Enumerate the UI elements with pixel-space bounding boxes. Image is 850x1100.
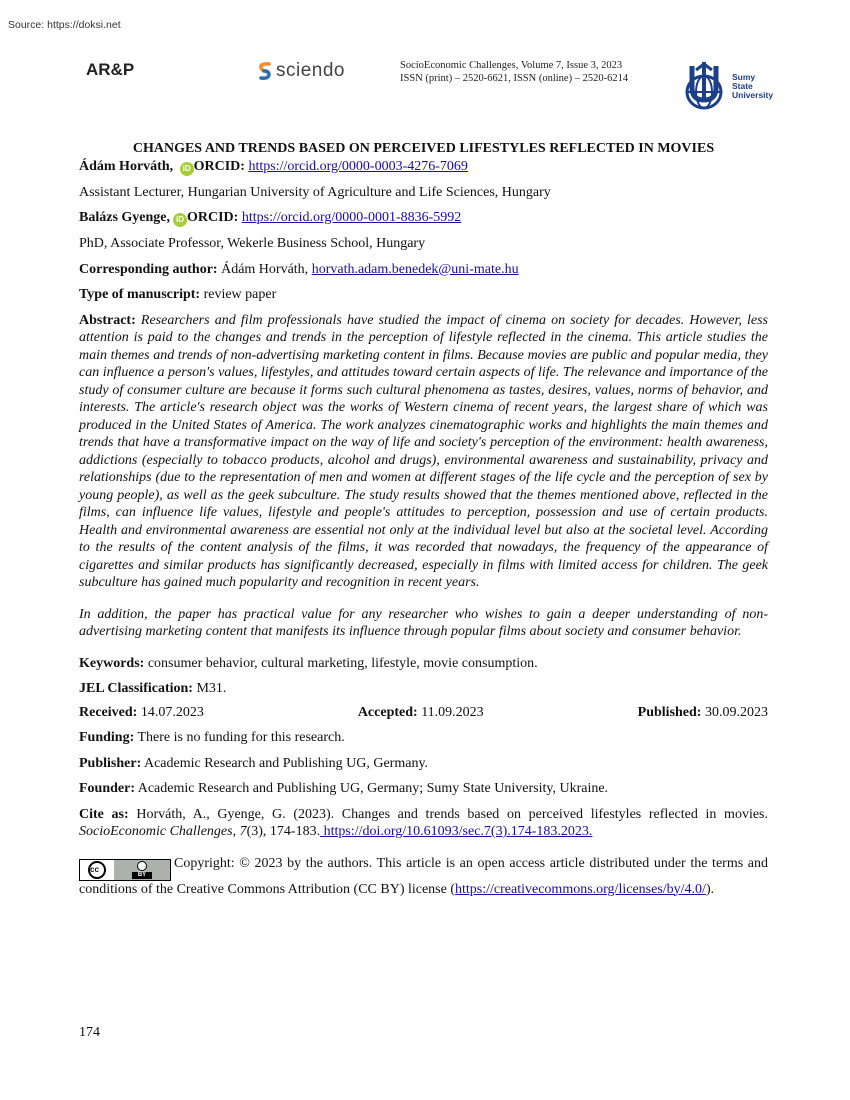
cite-rest: (3), 174-183. <box>246 824 321 839</box>
founder-label: Founder: <box>79 781 135 796</box>
manuscript-value: review paper <box>203 287 277 302</box>
sciendo-s-icon <box>258 61 272 81</box>
cc-by-badge[interactable] <box>79 859 171 881</box>
article-title: CHANGES AND TRENDS BASED ON PERCEIVED LIFESTYLES REFLECTED IN MOVIES <box>132 141 715 156</box>
accepted-value: 11.09.2023 <box>421 704 484 720</box>
published-date <box>638 704 768 722</box>
sumy-emblem-icon <box>682 60 730 112</box>
keywords <box>79 655 768 673</box>
license-url-link[interactable]: https://creativecommons.org/licenses/by/4.0/ <box>455 881 706 897</box>
founder <box>79 780 768 798</box>
funding <box>79 729 768 747</box>
corresponding-name: Ádám Horváth, <box>221 261 309 277</box>
dates-row <box>79 704 768 722</box>
keywords-value: consumer behavior, cultural marketing, lifestyle, movie consumption. <box>147 655 538 671</box>
abstract-paragraph-2: In addition, the paper has practical value for any researcher who wishes to gain a deeper understanding of non-advertising marketing content that manifests its influence through popular films about society and consumer behavior. <box>79 606 768 639</box>
author1-affiliation: Assistant Lecturer, Hungarian University of Agriculture and Life Sciences, Hungary <box>79 184 551 200</box>
author2-orcid-label: ORCID: <box>187 210 239 225</box>
manuscript-type <box>79 286 768 304</box>
accepted-date <box>358 704 484 722</box>
published-value: 30.09.2023 <box>704 704 768 720</box>
cite-volume: 7 <box>239 824 247 839</box>
corresponding-email-link[interactable]: horvath.adam.benedek@uni-mate.hu <box>311 261 519 277</box>
corresponding-label: Corresponding author: <box>79 261 218 277</box>
source-note: Source: https://doksi.net <box>8 19 121 31</box>
person-icon <box>137 861 147 871</box>
cite-journal: SocioEconomic Challenges <box>79 824 233 839</box>
publisher <box>79 755 768 773</box>
page-number: 174 <box>79 1025 100 1040</box>
arp-logo: AR&P <box>86 60 135 79</box>
received-label: Received: <box>79 704 138 720</box>
license-text: Copyright: © 2023 by the authors. This article is an open access article distributed under the terms and conditions of the Creative Commons Attribution (CC BY) license ( <box>79 855 768 897</box>
abstract-text: Researchers and film professionals have studied the impact of cinema on society for decades. However, less attention is paid to the changes and trends in the perception of lifestyle reflected in the cinema. This article studies the main themes and trends of non-advertising marketing content in films. Because movies are public and popular media, they can influence a person's values, lifestyles, and attitudes toward certain aspects of life. The relevance and importance of the study of consumer culture are because it forms such cultural phenomena as tastes, desires, values, norms of behavior, and interests. The article's research object was the works of Western cinema of recent years, the largest share of which was produced in the United States of America. The work analyzes cinematographic works and highlights the main themes and trends that have a transformative impact on the way of life and society's perception of the environment: health awareness, addictions (especially to tobacco products, alcohol and drugs), environmental awareness and sustainability, privacy and relationships (due to the representation of men and women at different stages of the life cycle and the perception of sex by young people), as well as the geek subculture. The study results showed that the themes mentioned above, reflected in the films, can influence life values, lifestyle and people's attitudes to perception, possession and use of certain products. Health and environmental awareness are essential not only at the individual level but also at the societal level. According to the results of the content analysis of the films, it was recorded that nowadays, the frequency of the appearance of cigarettes and similar products has significantly decreased, especially in films with limited access for children. The geek subculture has gained much popularity and recognition in recent years. <box>79 312 768 590</box>
author1-orcid-label: ORCID: <box>193 158 245 174</box>
founder-value: Academic Research and Publishing UG, Germany; Sumy State University, Ukraine. <box>137 781 609 796</box>
sumy-word-3: University <box>732 89 774 100</box>
received-value: 14.07.2023 <box>140 704 204 720</box>
cc-by-label: BY <box>132 872 152 879</box>
jel-label: JEL Classification: <box>79 681 193 696</box>
accepted-label: Accepted: <box>357 704 418 720</box>
funding-label: Funding: <box>79 730 135 745</box>
journal-info <box>400 59 628 85</box>
published-label: Published: <box>637 704 702 720</box>
cite-as <box>79 806 768 841</box>
sumy-word-1: Sumy <box>732 71 756 82</box>
abstract-label: Abstract: <box>79 312 136 328</box>
jel-value: M31. <box>196 681 227 696</box>
cite-doi-link[interactable]: https://doi.org/10.61093/sec.7(3).174-183.2023. <box>320 824 593 839</box>
journal-volume: SocioEconomic Challenges, Volume 7, Issue 3, 2023 <box>400 60 623 71</box>
sumy-wordmark <box>732 73 773 100</box>
cite-volume-sep: , <box>232 824 240 839</box>
author1-orcid-link[interactable]: https://orcid.org/0000-0003-4276-7069 <box>248 158 468 174</box>
corresponding-author <box>79 261 768 279</box>
license-end: ). <box>705 881 715 897</box>
cc-icon: cc <box>88 861 106 879</box>
cc-logo <box>80 860 114 880</box>
author2-orcid-link[interactable]: https://orcid.org/0000-0001-8836-5992 <box>241 210 462 225</box>
sciendo-wordmark: sciendo <box>276 60 345 81</box>
cite-label: Cite as: <box>79 806 129 822</box>
cc-by-section <box>114 860 170 880</box>
publisher-value: Academic Research and Publishing UG, Germany. <box>143 755 429 771</box>
sumy-word-2: State <box>732 80 753 91</box>
author2-line <box>79 209 768 227</box>
publisher-label: Publisher: <box>79 755 142 771</box>
jel-classification <box>79 680 768 698</box>
funding-value: There is no funding for this research. <box>137 730 345 745</box>
author1-line <box>79 158 768 176</box>
author2-affiliation: PhD, Associate Professor, Wekerle Business School, Hungary <box>79 236 426 251</box>
received-date <box>79 704 204 722</box>
article-content <box>79 140 768 912</box>
journal-issn: ISSN (print) – 2520-6621, ISSN (online) – 2520-6214 <box>400 73 629 84</box>
sumy-university-logo <box>682 60 773 112</box>
sciendo-logo <box>258 60 345 82</box>
orcid-icon: iD <box>180 162 194 176</box>
orcid-icon: iD <box>173 213 187 227</box>
author1-name: Ádám Horváth, <box>79 158 174 174</box>
license <box>79 855 768 899</box>
cite-text: Horváth, A., Gyenge, G. (2023). Changes and trends based on perceived lifestyles reflected in movies. <box>136 806 769 822</box>
manuscript-label: Type of manuscript: <box>79 287 201 302</box>
abstract <box>79 312 768 592</box>
keywords-label: Keywords: <box>79 655 145 671</box>
author2-name: Balázs Gyenge, <box>79 210 170 225</box>
